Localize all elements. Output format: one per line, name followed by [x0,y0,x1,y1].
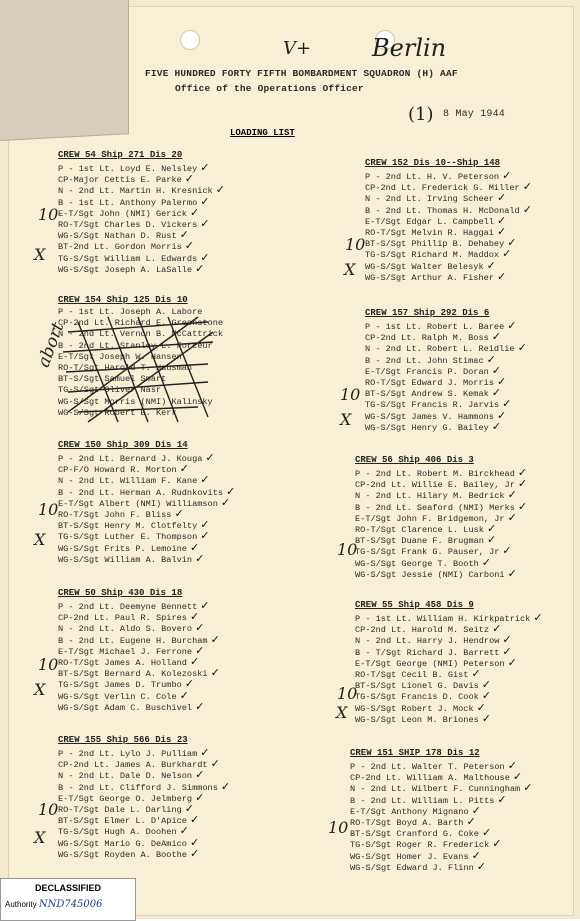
crew-member: TG-S/Sgt Francis R. Jarvis ✓ [365,397,512,411]
crew-member: WG-S/Sgt Verlin C. Cole ✓ [58,688,189,702]
crew-member: BT-S/Sgt Elmer L. D'Apice ✓ [58,813,200,827]
crew-member: WG-S/Sgt James V. Hammons ✓ [365,408,507,422]
margin-mark-x: X [34,680,46,699]
crew-member: RO-T/Sgt Clarence L. Lusk ✓ [355,521,497,535]
crew-member: WG-S/Sgt Adam C. Buschivel ✓ [58,699,205,713]
crew-member: WG-S/Sgt George T. Booth ✓ [355,555,491,569]
crew-member: WG-S/Sgt Leon M. Briones ✓ [355,711,491,725]
crew-member: B - 2nd Lt. William L. Pitts ✓ [350,792,507,806]
crew-member: E-T/Sgt Michael J. Ferrone ✓ [58,643,205,657]
declassified-stamp [0,878,136,921]
crew-member: WG-S/Sgt Jessie (NMI) Carboni ✓ [355,566,517,580]
crew-member: WG-S/Sgt Arthur A. Fisher ✓ [365,269,507,283]
crew-member: B - 2nd Lt. Clifford J. Simmons ✓ [58,779,231,793]
stamp-title: DECLASSIFIED [34,883,101,893]
crew-block-right-2 [365,308,527,432]
crew-block-right-4 [355,600,543,724]
crew-block-right-1 [365,158,532,282]
crew-member: RO-T/Sgt Cecil B. Gist ✓ [355,666,481,680]
crew-member: RO-T/Sgt Boyd A. Barth ✓ [350,814,476,828]
crew-block-left-4 [58,588,220,712]
crew-member: P - 2nd Lt. Walter T. Peterson ✓ [350,759,517,772]
margin-mark-x: X [34,530,46,549]
crew-member: N - 2nd Lt. Martin H. Kresnick ✓ [58,183,225,197]
crew-member: CP-2nd Lt. Richard E. Greenstone [58,318,224,329]
crew-heading: CREW 55 Ship 458 Dis 9 [355,600,474,610]
crew-member: P - 2nd Lt. Deemyne Bennett ✓ [58,599,210,612]
margin-mark-10: 10 [38,205,59,224]
crew-member: CP-2nd Lt. Harold M. Seitz ✓ [355,622,502,636]
crew-member: E-T/Sgt Edgar L. Campbell ✓ [365,213,507,227]
crew-member: N - 2nd Lt. Vernon B. McCattrick [58,329,224,340]
crew-member: CP-2nd Lt. Ralph M. Boss ✓ [365,330,501,344]
margin-mark-10: 10 [345,235,366,254]
crew-member: N - 2nd Lt. Dale D. Nelson ✓ [58,768,205,782]
crew-member: P - 1st Lt. Robert L. Baree ✓ [365,319,517,332]
crew-member: N - 2nd Lt. Robert L. Reidlie ✓ [365,341,527,355]
crew-member: RO-T/Sgt Dale L. Darling ✓ [58,801,194,815]
margin-mark-10: 10 [38,500,59,519]
crew-block-left-5 [58,735,230,859]
crew-heading: CREW 151 SHIP 178 Dis 12 [350,748,480,758]
crew-member: WG-S/Sgt Walter Belesyk ✓ [365,258,496,272]
crew-member: B - T/Sgt Richard J. Barrett ✓ [355,644,512,658]
crew-heading: CREW 157 Ship 292 Dis 6 [365,308,490,318]
crew-member: E-T/Sgt Joseph W. Hansen [58,351,182,362]
crew-member: B - 2nd Lt. Eugene H. Burcham ✓ [58,632,220,646]
crew-block-left-3 [58,440,235,564]
crew-heading: CREW 56 Ship 406 Dis 3 [355,455,474,465]
crew-member: B - 1st Lt. Anthony Palermo ✓ [58,194,210,208]
crew-member: B - 2nd Lt. Seaford (NMI) Merks ✓ [355,499,528,513]
crew-member: WG-S/Sgt Mario G. DeAmico ✓ [58,835,200,849]
crew-member: E-T/Sgt Anthony Mignano ✓ [350,803,481,817]
crew-member: BT-S/Sgt Samuel Smart [58,374,167,385]
crew-member: TG-S/Sgt Roger R. Frederick ✓ [350,837,502,851]
crew-member: CP-Major Cettis E. Parke ✓ [58,172,194,186]
crew-member: WG-S/Sgt Morris (NMI) Kalinsky [58,396,213,407]
crew-member: CP-2nd Lt. Frederick G. Miller ✓ [365,180,532,194]
crew-member: E-T/Sgt Albert (NMI) Williamson ✓ [58,495,231,509]
crew-member: BT-S/Sgt Cranford G. Coke ✓ [350,826,492,840]
crew-member: TG-S/Sgt Luther E. Thompson ✓ [58,529,210,543]
crew-member: WG-S/Sgt Edward J. Flinn ✓ [350,859,486,873]
crew-member: BT-S/Sgt Henry M. Clotfelty ✓ [58,518,210,532]
crew-member: B - 2nd Lt. Herman A. Rudnkovits ✓ [58,484,236,498]
crew-member: N - 2nd Lt. William F. Kane ✓ [58,473,210,487]
unit-heading: FIVE HUNDRED FORTY FIFTH BOMBARDMENT SQUADRON (H) AAF [145,68,458,79]
crew-heading: CREW 50 Ship 430 Dis 18 [58,588,183,598]
crew-member: CP-2nd Lt. James A. Burkhardt ✓ [58,757,220,771]
crew-member: E-T/Sgt George (NMI) Peterson ✓ [355,655,517,669]
handwritten-initial: V+ [283,38,312,59]
crew-member: WG-S/Sgt Nathan D. Rust ✓ [58,228,189,242]
crew-member: BT-S/Sgt Duane F. Brugman ✓ [355,533,497,547]
crew-member: P - 2nd Lt. Lylo J. Pulliam ✓ [58,746,210,759]
crew-member: WG-S/Sgt Royden A. Boothe ✓ [58,846,200,860]
margin-mark-10: 10 [337,684,358,703]
document-title: LOADING LIST [230,128,295,138]
crew-heading: CREW 154 Ship 125 Dis 10 [58,295,188,305]
crew-member: P - 1st Lt. Joseph A. Labore [58,307,203,317]
crew-member: WG-S/Sgt Robert J. Mock ✓ [355,700,486,714]
margin-mark-x: X [336,703,348,722]
crew-member: WG-S/Sgt Joseph A. LaSalle ✓ [58,261,205,275]
margin-mark-x: X [340,410,352,429]
crew-block-right-3 [355,455,527,579]
crew-member: TG-S/Sgt Richard M. Maddox ✓ [365,247,512,261]
crew-member: CP-2nd Lt. Paul R. Spires ✓ [58,610,200,624]
crew-member: B - 2nd Lt. Stanley L. Forceur [58,340,213,351]
crew-member: B - 2nd Lt. John Stimac ✓ [365,352,496,366]
crew-member: BT-S/Sgt Andrew S. Kemak ✓ [365,386,501,400]
crew-member: TG-S/Sgt Francis D. Cook ✓ [355,689,491,703]
attached-slip [0,0,129,141]
crew-member: BT-S/Sgt Phillip B. Dehabey ✓ [365,236,517,250]
crew-member: CP-F/O Howard R. Morton ✓ [58,462,189,476]
crew-member: RO-T/Sgt Edward J. Morris ✓ [365,374,507,388]
handwritten-target: Berlin [372,34,447,62]
crew-heading: CREW 150 Ship 309 Dis 14 [58,440,188,450]
margin-mark-x: X [34,828,46,847]
crew-heading: CREW 54 Ship 271 Dis 20 [58,150,183,160]
crew-member: P - 2nd Lt. Bernard J. Kouga ✓ [58,451,215,464]
margin-mark-10: 10 [337,540,358,559]
crew-member: E-T/Sgt John F. Bridgemon, Jr ✓ [355,510,517,524]
margin-mark-10: 10 [38,800,59,819]
crew-member: TG-S/Sgt Frank G. Pauser, Jr ✓ [355,544,512,558]
punch-hole-left [180,30,200,50]
crew-member: BT-S/Sgt Bernard A. Kolezoski ✓ [58,666,220,680]
crew-member: N - 2nd Lt. Wilbert F. Cunningham ✓ [350,781,533,795]
crew-member: BT-S/Sgt Lionel G. Davis ✓ [355,678,491,692]
margin-mark-x: X [344,260,356,279]
crew-member: P - 2nd Lt. H. V. Peterson ✓ [365,169,512,182]
crew-member: CP-2nd Lt. William A. Malthouse ✓ [350,770,523,784]
crew-member: P - 1st Lt. Loyd E. Nelsley ✓ [58,161,210,174]
authority-number: NND745006 [38,899,103,910]
crew-block-right-5 [350,748,532,872]
crew-member: CP-2nd Lt. Willie E. Bailey, Jr ✓ [355,477,528,491]
crew-member: E-T/Sgt John (NMI) Gerick ✓ [58,205,200,219]
crew-member: N - 2nd Lt. Irving Scheer ✓ [365,191,507,205]
document-date: 8 May 1944 [443,109,506,120]
crew-member: WG-S/Sgt Henry G. Bailey ✓ [365,419,501,433]
margin-mark-10: 10 [340,385,361,404]
crew-member: RO-T/Sgt John F. Bliss ✓ [58,506,184,520]
stamp-authority: Authority NND745006 [5,899,103,910]
margin-mark-x: X [34,245,46,264]
crew-member: N - 2nd Lt. Hilary M. Bedrick ✓ [355,488,517,502]
crew-member: TG-S/Sgt William L. Edwards ✓ [58,250,210,264]
page-marker: (1) [408,104,434,125]
crew-member: B - 2nd Lt. Thomas H. McDonald ✓ [365,202,532,216]
crew-member: P - 1st Lt. William H. Kirkpatrick ✓ [355,611,543,624]
crew-member: WG-S/Sgt Robert E. Kerr [58,407,177,418]
crossout-scribble [58,312,218,427]
margin-mark-10: 10 [328,818,349,837]
crew-member: N - 2nd Lt. Aldo S. Bovero ✓ [58,621,205,635]
office-heading: Office of the Operations Officer [175,83,364,94]
crew-member: TG-S/Sgt Oliver Nasr [58,385,162,396]
crew-member: TG-S/Sgt James D. Trumbo ✓ [58,677,194,691]
crew-block-left-1 [58,150,225,274]
crew-member: WG-S/Sgt Frits P. Lemoine ✓ [58,540,200,554]
crew-member: E-T/Sgt George O. Jelmberg ✓ [58,790,205,804]
crew-member: P - 2nd Lt. Robert M. Birckhead ✓ [355,466,528,479]
margin-mark-10: 10 [38,655,59,674]
crew-member: WG-S/Sgt William A. Balvin ✓ [58,551,205,565]
crew-member: TG-S/Sgt Hugh A. Doohen ✓ [58,824,189,838]
crew-member: BT-2nd Lt. Gordon Morris ✓ [58,239,194,253]
crew-member: E-T/Sgt Francis P. Doran ✓ [365,363,501,377]
crew-heading: CREW 152 Dis 10--Ship 148 [365,158,501,168]
crew-member: RO-T/Sgt Melvin R. Haggai ✓ [365,224,507,238]
crew-member: RO-T/Sgt Charles D. Vickers ✓ [58,216,210,230]
crew-member: RO-T/Sgt Harold T. Hausman [58,362,193,373]
crew-member: N - 2nd Lt. Harry J. Hendrow ✓ [355,633,512,647]
crew-member: WG-S/Sgt Homer J. Evans ✓ [350,848,481,862]
crew-member: RO-T/Sgt James A. Holland ✓ [58,654,200,668]
margin-mark-abort: abort [33,319,69,371]
crew-heading: CREW 155 Ship 566 Dis 23 [58,735,188,745]
